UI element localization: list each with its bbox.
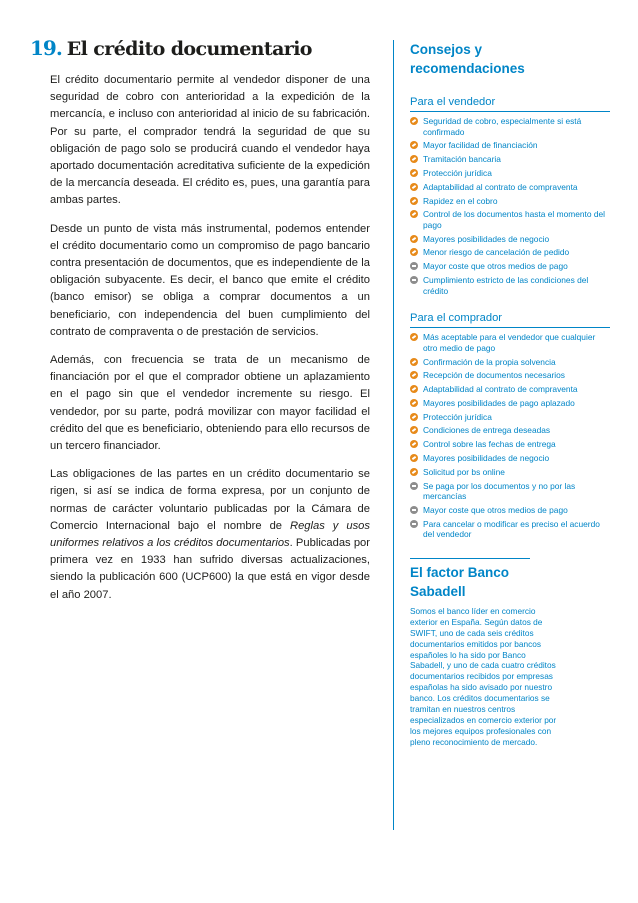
- plus-icon: [410, 333, 418, 341]
- plus-icon: [410, 235, 418, 243]
- comprador-title: Para el comprador: [410, 312, 610, 328]
- plus-icon: [410, 197, 418, 205]
- list-item: [410, 209, 610, 230]
- list-item-text: Se paga por los documentos y no por las mercancías: [423, 480, 576, 502]
- plus-icon: [410, 117, 418, 125]
- list-item-text: Protección jurídica: [423, 167, 492, 178]
- main-column: [30, 36, 375, 615]
- list-item-text: Adaptabilidad al contrato de compraventa: [423, 384, 578, 395]
- paragraph: Además, con frecuencia se trata de un mecanismo de financiación por el que el comprador obtiene un aplazamiento en el pago sin que el vendedor incremente su riesgo. El vendedor, por su parte, podrá movilizar con mayor facilidad el crédito del que es beneficiario, obteniendo para ello recursos de un tercero financiador.: [50, 354, 370, 453]
- list-item-text: Solicitud por bs online: [423, 466, 505, 477]
- list-item-text: Más aceptable para el vendedor que cualquier otro medio de pago: [423, 332, 596, 353]
- factor-title: El factor Banco Sabadell: [410, 558, 530, 601]
- paragraph-text: . Publicadas por primera vez en 1933 han sufrido diversas actualizaciones, siendo la publicación 600 (UCP600) la que está en vigor desde el año 2007.: [50, 537, 370, 601]
- vendedor-section: [410, 96, 610, 296]
- plus-icon: [410, 399, 418, 407]
- list-item: [410, 357, 610, 368]
- list-item: [410, 481, 610, 502]
- plus-icon: [410, 169, 418, 177]
- plus-icon: [410, 413, 418, 421]
- body-text: [50, 72, 370, 604]
- list-item: [410, 182, 610, 193]
- minus-icon: [410, 520, 418, 528]
- list-item: [410, 467, 610, 478]
- page-number: 19.: [30, 36, 62, 60]
- page-title: [30, 36, 375, 60]
- list-item: [410, 154, 610, 165]
- plus-icon: [410, 155, 418, 163]
- list-item-text: Mayor coste que otros medios de pago: [423, 261, 568, 272]
- list-item-text: Recepción de documentos necesarios: [423, 370, 565, 381]
- comprador-section: [410, 312, 610, 540]
- list-item-text: Adaptabilidad al contrato de compraventa: [423, 181, 578, 192]
- list-item: [410, 234, 610, 245]
- paragraph-text: Las obligaciones de las partes en un crédito documentario se rigen, si así se indica de forma expresa, por un conjunto de normas de carácter voluntario publicadas por la Cámara de Comercio Internacional bajo el nombre de: [50, 468, 370, 532]
- plus-icon: [410, 371, 418, 379]
- column-divider: [393, 40, 394, 830]
- list-item-text: Seguridad de cobro, especialmente si está confirmado: [423, 116, 582, 137]
- vendedor-title: Para el vendedor: [410, 96, 610, 112]
- list-item: [410, 370, 610, 381]
- plus-icon: [410, 454, 418, 462]
- vendedor-list: [410, 116, 610, 296]
- list-item-text: Menor riesgo de cancelación de pedido: [423, 247, 570, 258]
- sidebar-heading: Consejos y recomendaciones: [410, 42, 525, 76]
- title-text: El crédito documentario: [66, 38, 312, 60]
- paragraph: [50, 466, 370, 604]
- list-item: [410, 398, 610, 409]
- list-item-text: Tramitación bancaria: [423, 154, 501, 165]
- list-item-text: Control de los documentos hasta el momento del pago: [423, 209, 606, 230]
- list-item-text: Para cancelar o modificar es preciso el acuerdo del vendedor: [423, 518, 600, 540]
- list-item: [410, 261, 610, 272]
- plus-icon: [410, 426, 418, 434]
- list-item-text: Mayores posibilidades de pago aplazado: [423, 397, 575, 408]
- list-item: [410, 140, 610, 151]
- list-item-text: Mayor coste que otros medios de pago: [423, 504, 568, 515]
- list-item: [410, 168, 610, 179]
- list-item: [410, 519, 610, 540]
- plus-icon: [410, 385, 418, 393]
- factor-text: Somos el banco líder en comercio exterior en España. Según datos de SWIFT, uno de cada seis créditos documentarios emitidos por bancos españoles lo ha sido por Banco Sabadell, y uno de cada cuatro créditos documentarios recibidos por empresas españolas ha sido avisado por nuestro banco. Los créditos documentarios se tramitan en nuestros centros especializados en comercio exterior por los mejores equipos profesionales con pleno reconocimiento de mercado.: [410, 605, 557, 747]
- factor-section: [410, 558, 610, 748]
- minus-icon: [410, 262, 418, 270]
- list-item-text: Confirmación de la propia solvencia: [423, 356, 556, 367]
- list-item-text: Mayores posibilidades de negocio: [423, 233, 550, 244]
- list-item: [410, 384, 610, 395]
- plus-icon: [410, 183, 418, 191]
- list-item-text: Mayores posibilidades de negocio: [423, 453, 550, 464]
- minus-icon: [410, 506, 418, 514]
- plus-icon: [410, 468, 418, 476]
- list-item-text: Rapidez en el cobro: [423, 195, 498, 206]
- plus-icon: [410, 210, 418, 218]
- list-item-text: Mayor facilidad de financiación: [423, 140, 538, 151]
- minus-icon: [410, 276, 418, 284]
- list-item-text: Condiciones de entrega deseadas: [423, 425, 551, 436]
- paragraph: El crédito documentario permite al vendedor disponer de una seguridad de cobro con anterioridad a la expedición de la mercancía, e incluso con anterioridad al inicio de su fabricación. Por su parte, el comprador tendrá la seguridad de que su obligación de pago solo se producirá cuando el vendedor haya aportado documentación acreditativa suficiente de la expedición de la mercancía deseada. El crédito es, pues, una garantía para ambas partes.: [50, 74, 370, 207]
- list-item: [410, 439, 610, 450]
- list-item-text: Control sobre las fechas de entrega: [423, 439, 556, 450]
- sidebar: [410, 40, 610, 748]
- list-item: [410, 116, 610, 137]
- plus-icon: [410, 440, 418, 448]
- list-item-text: Protección jurídica: [423, 411, 492, 422]
- list-item: [410, 425, 610, 436]
- list-item: [410, 332, 610, 353]
- plus-icon: [410, 358, 418, 366]
- plus-icon: [410, 248, 418, 256]
- list-item: [410, 505, 610, 516]
- rules-name: Reglas y usos uniformes relativos a los créditos documentarios: [50, 519, 370, 550]
- paragraph: Desde un punto de vista más instrumental, podemos entender el crédito documentario como un compromiso de pago bancario contra presentación de documentos, que es independiente de la obligación subyacente. Es decir, el banco que emite el crédito (banco emisor) se obliga a comprar documentos a un beneficiario, con independencia del buen cumplimiento del contrato de compraventa o de prestación de servicios.: [50, 222, 370, 338]
- list-item: [410, 275, 610, 296]
- list-item: [410, 247, 610, 258]
- list-item: [410, 412, 610, 423]
- list-item-text: Cumplimiento estricto de las condiciones del crédito: [423, 275, 589, 296]
- list-item: [410, 453, 610, 464]
- comprador-list: [410, 332, 610, 540]
- plus-icon: [410, 141, 418, 149]
- minus-icon: [410, 482, 418, 490]
- list-item: [410, 196, 610, 207]
